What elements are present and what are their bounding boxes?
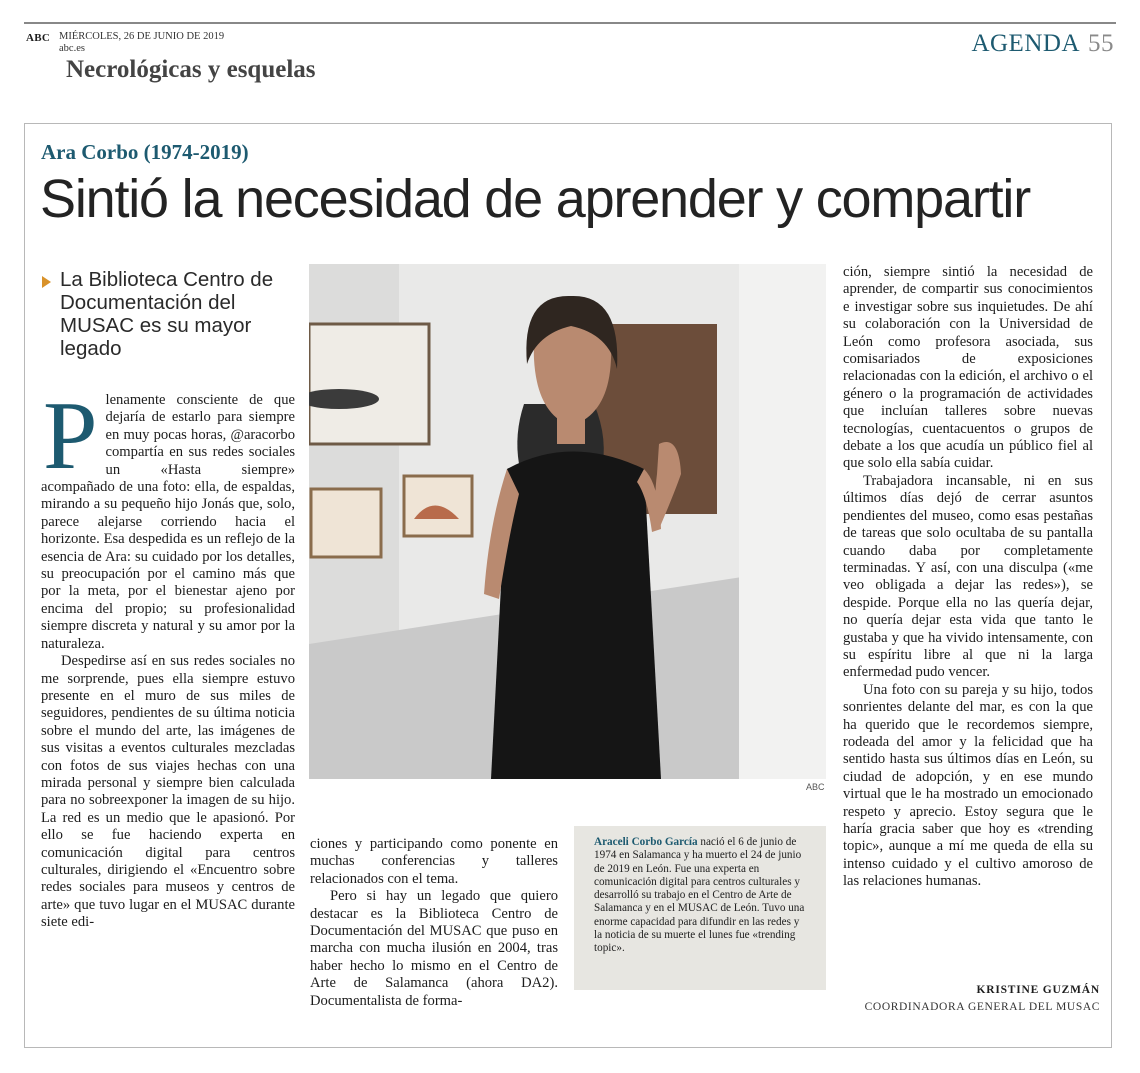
drop-cap: P — [43, 382, 98, 490]
issue-date-text: MIÉRCOLES, 26 DE JUNIO DE 2019 — [59, 31, 225, 42]
paragraph: Una foto con su pareja y su hijo, todos sonrientes delante del mar, es con la que ha querido que le recordemos siempre, rodeada del amor y la felicidad que ha sentido hasta sus últimos días en León, su ciudad de adopción, y en ese mundo virtual que le ha mostrado un emocionado respeto y aprecio. Estoy segura que le haría gracia saber que hoy es «trending topic», aunque a mí me queda de ella su intenso cuidado y el cultivo amoroso de las relaciones humanas. — [843, 681, 1093, 890]
author-role: COORDINADORA GENERAL DEL MUSAC — [864, 1001, 1100, 1013]
subhead-text: La Biblioteca Centro de Documentación del MUSAC es su mayor legado — [60, 268, 274, 360]
column-2 — [310, 836, 558, 1010]
portrait-photo-illustration — [309, 264, 826, 779]
bio-text: nació el 6 de junio de 1974 en Salamanca y ha muerto el 24 de junio de 2019 en León. Fue una experta en comunicación digital para centros culturales y desarrolló su trabajo en el Centro de Arte de Salamanca y en el MUSAC de León. Tuvo una enorme capacidad para difundir en las redes y la noticia de su muerte el lunes fue «trending topic». — [594, 836, 805, 955]
article-kicker: Ara Corbo (1974-2019) — [41, 140, 249, 164]
newspaper-brand: ABC — [26, 32, 51, 44]
top-rule — [24, 22, 1116, 24]
paragraph: Trabajadora incansable, ni en sus últimos días dejó de cerrar asuntos pendientes del museo, como esas pestañas de tareas que solo ocultaba de su pantalla cuando daba por completamente terminadas. Y así, con una disculpa («me veo obligada a dejar las redes»), se despide. Porque ella no las quería dejar, no quería dejar esta vida que tanto le gustaba y que ha vivido intensamente, con su espíritu libre al que ni la larga enfermedad pudo vencer. — [843, 472, 1093, 681]
bio-box — [574, 826, 826, 990]
page-number: 55 — [1088, 30, 1114, 57]
author-name: KRISTINE GUZMÁN — [976, 984, 1100, 996]
page-header-right — [971, 30, 1114, 58]
column-3 — [843, 264, 1093, 891]
paragraph: ciones y participando como ponente en muchas conferencias y talleres relacionados con el tema. — [310, 836, 558, 887]
column-1 — [41, 382, 295, 932]
issue-date — [59, 31, 224, 55]
portrait-photo — [309, 264, 826, 779]
paragraph: Despedirse así en sus redes sociales no me sorprende, pues ella siempre estuvo presente en el muro de sus miles de seguidores, pendientes de su última noticia sobre el mundo del arte, las imágenes de sus visitas a eventos culturales mezcladas con fotos de sus viajes hechas con una mirada personal y siempre bien calculada para no sobreexponer la imagen de su hijo. La red es un medio que le apasionó. Por ello se fue haciendo experta en comunicación digital para centros culturales, dirigiendo el «Encuentro sobre redes sociales para museos y centros de arte» que tuvo lugar en el MUSAC durante siete edi- — [41, 653, 295, 931]
triangle-bullet-icon — [42, 276, 51, 288]
photo-credit: ABC — [806, 782, 825, 792]
article-headline: Sintió la necesidad de aprender y compartir — [40, 169, 1030, 229]
bio-name: Araceli Corbo García — [594, 836, 698, 848]
section-title: Necrológicas y esquelas — [66, 56, 316, 83]
agenda-label: AGENDA — [971, 30, 1080, 57]
paragraph: lenamente consciente de que dejaría de estarlo para siempre en muy pocas horas, @aracorbo compartía en sus redes sociales un «Hasta siempre» acompañado de una foto: ella, de espaldas, mirando a su pequeño hijo Jonás que, solo, parece alejarse corriendo hacia el horizonte. Esa despedida es un reflejo de la esencia de Ara: su cuidado por los detalles, su preocupación por el camino más que por la meta, por el bienestar ajeno por encima del propio; su profesionalidad siempre discreta y natural y su amor por la naturaleza. — [41, 392, 295, 652]
site-url: abc.es — [59, 43, 85, 54]
paragraph: Pero si hay un legado que quiero destacar es la Biblioteca Centro de Documentación del MUSAC que puso en marcha con mucha ilusión en 2004, tras haber hecho lo mismo en el Centro de Arte de Salamanca (ahora DA2). Documentalista de forma- — [310, 888, 558, 1009]
paragraph: ción, siempre sintió la necesidad de aprender, de compartir sus conocimientos e investigar sobre sus inquietudes. De ahí su colaboración con la Universidad de León como profesora asociada, sus comisariados de exposiciones relacionadas con la edición, el archivo o el género o la programación de actividades que incluían talleres sobre nuevas tecnologías, cuentacuentos o grupos de debate a los que acudía un público fiel al que solo ella sabía cuidar. — [843, 264, 1093, 472]
